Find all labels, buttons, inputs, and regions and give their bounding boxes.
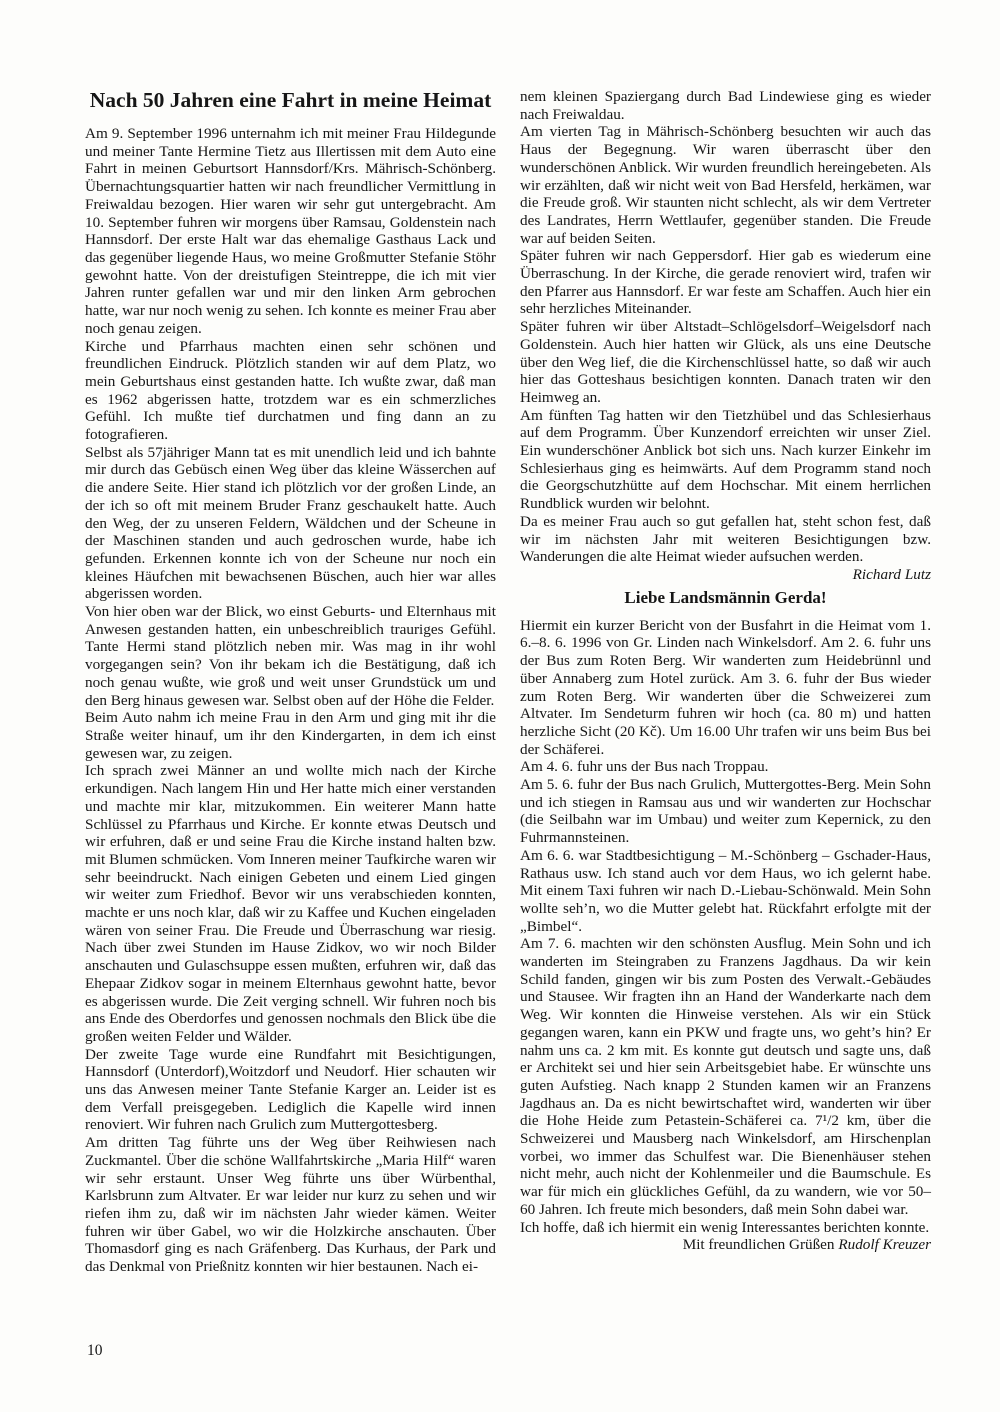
paragraph: Am fünften Tag hatten wir den Tietzhübel und das Schlesierhaus auf dem Programm. Über Kunzendorf erreichten wir unser Ziel. Ein wunderschöner Anblick bot sich uns. Nach kurzer Einkehr im Schlesierhaus ging es heimwärts. Auf dem Programm stand noch die Georgschutzhütte auf dem Hochschar. Mit einem herrlichen Rundblick wurden wir belohnt. (520, 406, 931, 513)
signature-richard-lutz: Richard Lutz (852, 565, 931, 583)
paragraph: Später fuhren wir über Altstadt–Schlögelsdorf–Weigelsdorf nach Goldenstein. Auch hier hatten wir Glück, als uns eine Deutsche über den Weg lief, die die Kirchenschlüssel hatte, so daß wir auch hier das Gotteshaus besichtigen konnten. Danach traten wir den Heimweg an. (520, 318, 931, 406)
closing-text: Ich hoffe, daß ich hiermit ein wenig Interessantes berichten konnte. (520, 1218, 930, 1236)
two-column-layout (85, 88, 931, 1276)
paragraph: Selbst als 57jähriger Mann tat es mit unendlich leid und ich bahnte mir durch das Gebüsch einen Weg über das kleine Wässerchen auf die andere Seite. Hier stand ich plötzlich vor der großen Linde, an der ich so oft mit meinem Bruder Franz geschaukelt hatte. Auch den Weg, der zu unseren Feldern, Wäldchen und der Scheune in der Maschinen standen und auch gedroschen wurde, habe ich gefunden. Erkennen konnte ich von der Scheune nur noch ein kleines Häufchen mit bewachsenen Büschen, auch hier war alles abgerissen worden. (85, 443, 496, 603)
paragraph: Später fuhren wir nach Geppersdorf. Hier gab es wiederum eine Überraschung. In der Kirche, die gerade renoviert wird, trafen wir den Pfarrer aus Hannsdorf. Er war feste am Schaffen. Auch hier ein sehr herzliches Miteinander. (520, 247, 931, 318)
closing-line (520, 1218, 931, 1254)
paragraph: Hiermit ein kurzer Bericht von der Busfahrt in die Heimat vom 1. 6.–8. 6. 1996 von Gr. Linden nach Winkelsdorf. Am 2. 6. fuhr uns der Bus zum Roten Berg. Wir wanderten zum Heidebrünnl und über Annaberg zum Hotel zurück. Am 3. 6. fuhr der Bus wieder zum Roten Berg. Wir wanderten über die Schweizerei zum Altvater. Im Sendeturm fuhren wir hoch (ca. 80 m) und hatten herzliche Sicht (20 Kč). Um 16.00 Uhr trafen wir uns beim Bus bei der Schäferei. (520, 616, 931, 758)
article1-title: Nach 50 Jahren eine Fahrt in meine Heimat (89, 88, 492, 112)
paragraph: Ich sprach zwei Männer an und wollte mich nach der Kirche erkundigen. Nach langem Hin und Her hatte mich einer verstanden und machte mir klar, mitzukommen. Ein weiterer Mann hatte Schlüssel zu Pfarrhaus und Kirche. Er konnte etwas Deutsch und wir erfuhren, daß er und seine Frau die Kirche instand halten bzw. mit Blumen schmücken. Vom Inneren meiner Taufkirche waren wir sehr beeindruckt. Nach einigen Gebeten und einem Lied gingen wir weiter zum Friedhof. Bevor wir uns verabschieden konnten, machte er uns noch klar, daß wir zu Kaffee und Kuchen eingeladen wären von seiner Frau. Die Freude und Überraschung war riesig. Nach über zwei Stunden im Hause Zidkov, wo wir noch Bilder anschauten und Gulaschsuppe essen mußten, erfuhren wir, daß das Ehepaar Zidkov sogar in meinem Elternhaus gewohnt hatte, bevor es abgerissen wurde. Die Zeit verging schnell. Wir fuhren noch bis ans Ende des Oberdorfes und genossen nochmals den Blick übe die großen weiten Felder und Wälder. (85, 762, 496, 1045)
paragraph: Am 4. 6. fuhr uns der Bus nach Troppau. (520, 758, 769, 776)
article2-title: Liebe Landsmännin Gerda! (624, 587, 827, 607)
paragraph-with-signature (520, 512, 931, 583)
paragraph: Am 9. September 1996 unternahm ich mit meiner Frau Hildegunde und meiner Tante Hermine Tietz aus Illertissen mit dem Auto eine Fahrt in meinen Geburtsort Hannsdorf/Krs. Mährisch-Schönberg. Übernachtungsquartier hatten wir nach freundlicher Vermittlung in Freiwaldau bezogen. Hier waren wir sehr gut untergebracht. Am 10. September fuhren wir morgens über Ramsau, Goldenstein nach Hannsdorf. Der erste Halt war das ehemalige Gasthaus Lack und das gegenüber liegende Haus, wo meine Großmutter Stefanie Stöhr gewohnt hatte. Von der dreistufigen Steintreppe, die ich mit vier Jahren runter gefallen war und mir den linken Arm gebrochen hatte, war nur noch wenig zu sehen. Ich konnte es meiner Frau aber noch genau zeigen. (85, 125, 496, 337)
left-column (85, 88, 496, 1276)
paragraph: Der zweite Tage wurde eine Rundfahrt mit Besichtigungen, Hannsdorf (Unterdorf),Woitzdorf und Neudorf. Hier schauten wir uns das Anwesen meiner Tante Stefanie Karger an. Leider ist es dem Verfall preisgegeben. Lediglich die Kapelle wird innen renoviert. Wir fuhren nach Grulich zum Muttergottesberg. (85, 1045, 496, 1134)
closing-salutation (669, 1236, 931, 1254)
signature-rudolf-kreuzer: Rudolf Kreuzer (838, 1236, 931, 1254)
paragraph: Am vierten Tag in Mährisch-Schönberg besuchten wir auch das Haus der Begegnung. Wir waren überrascht über den wunderschönen Anblick. Wir wurden freundlich hereingebeten. Als wir erzählten, daß wir nicht weit von Bad Hersfeld, herkämen, war die Freude groß. Wir staunten nicht schlecht, als wir dem Vertreter des Landrates, Herrn Wettlaufer, gegenüber standen. Die Freude war auf beiden Seiten. (520, 123, 931, 247)
paragraph: Von hier oben war der Blick, wo einst Geburts- und Elternhaus mit Anwesen gestanden hatten, ein unbeschreiblich trauriges Gefühl. Tante Hermi stand plötzlich neben mir. Was mag in ihr wohl vorgegangen sein? Von ihr bekam ich die Bestätigung, daß ich noch genau wußte, wie groß und weit unser Grundstück um und den Berg hinaus gewesen war. Selbst oben auf der Höhe die Felder. (85, 603, 496, 709)
paragraph: Am 5. 6. fuhr der Bus nach Grulich, Muttergottes-Berg. Mein Sohn und ich stiegen in Ramsau aus und wir wanderten zur Hochschar (die Seilbahn war im Umbau) und weiter zum Kepernick, zu den Fuhrmannsteinen. (520, 776, 931, 847)
paragraph: Am dritten Tag führte uns der Weg über Reihwiesen nach Zuckmantel. Über die schöne Wallfahrtskirche „Maria Hilf“ waren wir sehr erstaunt. Unser Weg führte uns über Würbenthal, Karlsbrunn zum Altvater. Er war leider nur kurz zu sehen und wir riefen ihm zu, daß wir im nächsten Jahr wieder kämen. Weiter fuhren wir über Gabel, wo wir die Holzkirche anschauten. Über Thomasdorf ging es nach Gräfenberg. Das Kurhaus, der Park und das Denkmal von Prießnitz konnten wir hier bestaunen. Nach ei- (85, 1134, 496, 1276)
paragraph-text: Da es meiner Frau auch so gut gefallen hat, steht schon fest, daß wir im nächsten Jahr mit weiteren Besichtigungen bzw. Wanderungen die alte Heimat wieder aufsuchen werden. (520, 512, 931, 566)
paragraph: nem kleinen Spaziergang durch Bad Lindewiese ging es wieder nach Freiwaldau. (520, 88, 931, 123)
page-number: 10 (87, 1342, 103, 1359)
paragraph: Kirche und Pfarrhaus machten einen sehr schönen und freundlichen Eindruck. Plötzlich standen wir auf dem Platz, wo mein Geburtshaus einst gestanden hatte. Ich wußte zwar, daß man es 1962 abgerissen hatte, trotzdem war es ein schmerzliches Gefühl. Ich mußte tief durchatmen und fing dann an zu fotografieren. (85, 337, 496, 444)
salutation-text: Mit freundlichen Grüßen (682, 1236, 835, 1254)
right-column (520, 88, 931, 1276)
paragraph: Am 7. 6. machten wir den schönsten Ausflug. Mein Sohn und ich wanderten im Steingraben zu Franzens Jagdhaus. Da wir kein Schild fanden, gingen wir bis zum Posten des Verwalt.-Gebäudes und Stausee. Wir fragten ihn an Hand der Wanderkarte nach dem Weg. Wir konnten die Hinweise verstehen. Als wir ein Stück gegangen waren, kann ein PKW und fragte uns, wo geht’s hin? Er nahm uns ca. 2 km mit. Es konnte gut deutsch und sagte uns, daß er Architekt sei und hier sein Arbeitsgebiet habe. Er wünschte uns guten Aufstieg. Nach knapp 2 Stunden kamen wir an Franzens Jagdhaus an. Da es nicht bewirtschaftet wird, wanderten wir über die Hohe Heide zum Petastein-Schäferei ca. 7¹/2 km, über die Schweizerei und Mausberg nach Winkelsdorf, am Hirschenplan vorbei, wo immer das Schulfest war. Die Bienenhäuser stehen nicht mehr, auch nicht der Kohlenmeiler und die Baumschule. Es war für mich ein glückliches Gefühl, da zu wandern, wie vor 50–60 Jahren. Ich freute mich besonders, daß mein Sohn dabei war. (520, 935, 931, 1218)
paragraph: Beim Auto nahm ich meine Frau in den Arm und ging mit ihr die Straße weiter hinauf, um ihr den Kindergarten, in dem ich einst gewesen war, zu zeigen. (85, 709, 496, 762)
paragraph: Am 6. 6. war Stadtbesichtigung – M.-Schönberg – Gschader-Haus, Rathaus usw. Ich stand auch vor dem Haus, wo ich gelernt habe. Mit einem Taxi fuhren wir nach D.-Liebau-Schönwald. Mein Sohn wollte seh’n, wo die Mutter gelebt hat. Rückfahrt erfolgte mit der „Bimbel“. (520, 846, 931, 935)
